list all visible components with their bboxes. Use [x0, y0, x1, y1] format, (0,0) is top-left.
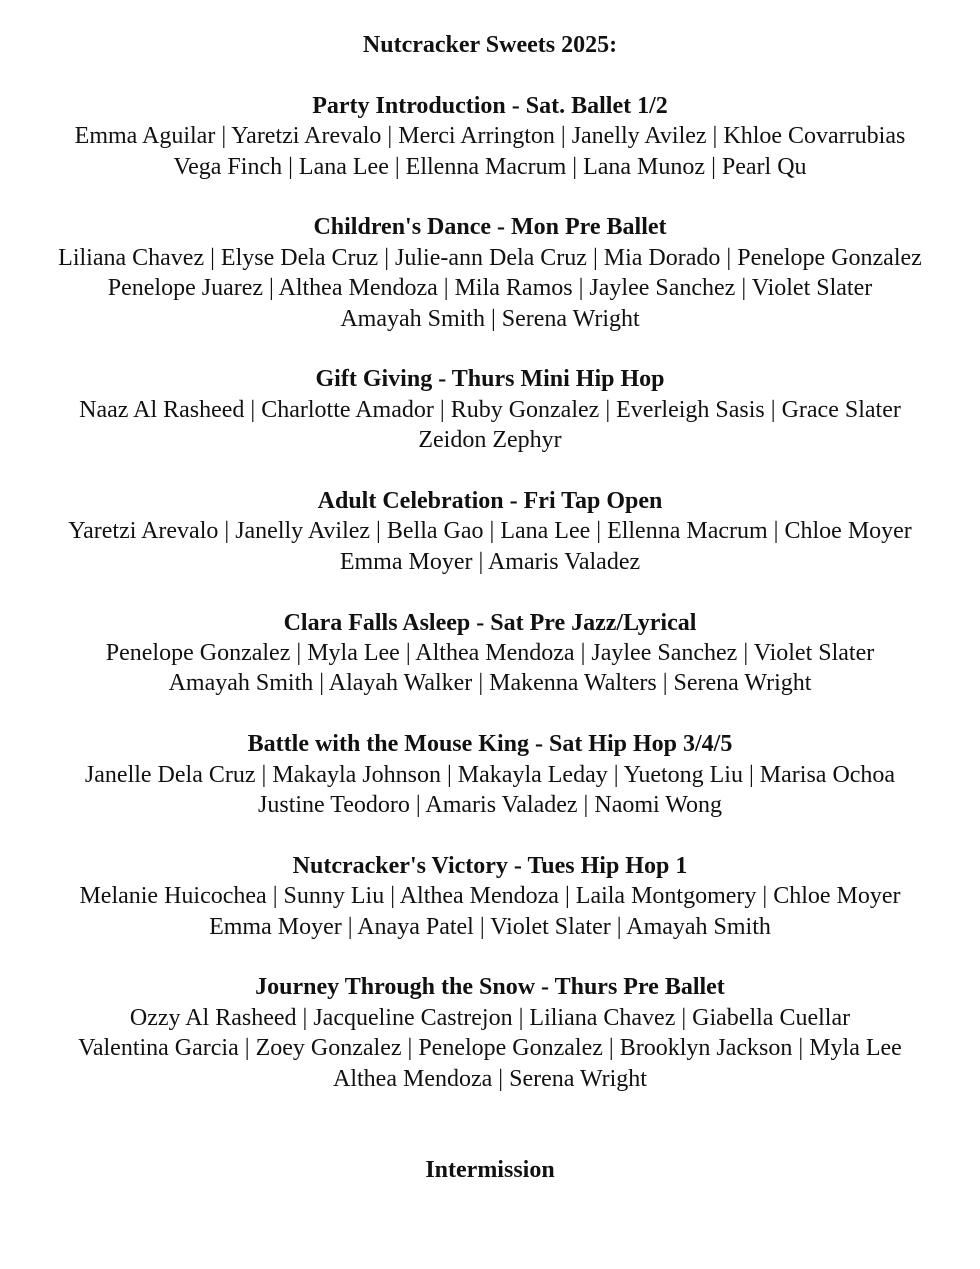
dance-section [0, 851, 980, 942]
intermission-label: Intermission [425, 1156, 555, 1183]
name-separator: | [572, 275, 590, 302]
dancer-name: Violet Slater [753, 640, 875, 667]
dance-section [0, 972, 980, 1094]
dancer-name: Melanie Huicochea [79, 883, 267, 910]
dance-sections [0, 91, 980, 1094]
dancer-name: Lana Munoz [583, 153, 706, 180]
name-separator: | [737, 640, 754, 667]
name-separator: | [266, 883, 284, 910]
dancer-name: Ozzy Al Rasheed [129, 1004, 297, 1031]
dancer-name: Zeidon Zephyr [418, 427, 562, 454]
name-separator: | [735, 275, 752, 302]
dancer-name: Jaylee Sanchez [589, 275, 736, 302]
dancer-name: Pearl Qu [721, 153, 807, 180]
dancer-name: Emma Moyer [209, 913, 342, 940]
name-separator: | [792, 1035, 810, 1062]
name-separator: | [577, 792, 595, 819]
name-separator: | [384, 883, 400, 910]
dance-section [0, 608, 980, 699]
cast-line [0, 912, 980, 942]
name-separator: | [378, 244, 396, 271]
cast-line [0, 760, 980, 790]
dance-section [0, 212, 980, 334]
dancer-name: Valentina Garcia [78, 1035, 239, 1062]
cast-line [0, 304, 980, 334]
name-separator: | [296, 1004, 314, 1031]
cast-line [0, 425, 980, 455]
name-separator: | [656, 670, 674, 697]
dancer-name: Ellenna Macrum [405, 153, 567, 180]
name-separator: | [554, 123, 572, 150]
dancer-name: Janelly Avilez [235, 518, 371, 545]
name-separator: | [381, 123, 399, 150]
dancer-name: Janelly Avilez [571, 123, 707, 150]
dancer-name: Lana Lee [500, 518, 591, 545]
dancer-name: Penelope Gonzalez [418, 1035, 603, 1062]
name-separator: | [484, 305, 502, 332]
name-separator: | [607, 761, 624, 788]
name-separator: | [290, 640, 308, 667]
dancer-name: Penelope Gonzalez [737, 244, 922, 271]
name-separator: | [558, 883, 576, 910]
dancer-name: Ellenna Macrum [607, 518, 768, 545]
name-separator: | [263, 275, 279, 302]
cast-line [0, 1003, 980, 1033]
name-separator: | [370, 518, 387, 545]
cast-line [0, 1064, 980, 1094]
spacer [0, 60, 980, 90]
dance-section [0, 729, 980, 820]
dance-section [0, 486, 980, 577]
dancer-name: Ruby Gonzalez [450, 396, 600, 423]
dancer-name: Jaylee Sanchez [591, 640, 738, 667]
dancer-name: Vega Finch [173, 153, 283, 180]
dancer-name: Althea Mendoza [333, 1065, 493, 1092]
dancer-name: Althea Mendoza [415, 640, 575, 667]
dancer-name: Emma Aguilar [74, 123, 216, 150]
dancer-name: Chloe Moyer [784, 518, 912, 545]
dancer-name: Serena Wright [501, 305, 640, 332]
dancer-name: Marisa Ochoa [759, 761, 896, 788]
dancer-name: Violet Slater [751, 275, 873, 302]
dancer-name: Liliana Chavez [58, 244, 205, 271]
dancer-name: Yuetong Liu [623, 761, 743, 788]
dancer-name: Yaretzi Arevalo [231, 123, 382, 150]
dancer-name: Charlotte Amador [261, 396, 434, 423]
dancer-name: Alayah Walker [328, 670, 473, 697]
dancer-name: Mila Ramos [454, 275, 573, 302]
name-separator: | [282, 153, 299, 180]
section-heading: Children's Dance - Mon Pre Ballet [313, 214, 667, 241]
name-separator: | [472, 670, 490, 697]
cast-line [0, 790, 980, 820]
name-separator: | [675, 1004, 693, 1031]
name-separator: | [472, 548, 488, 575]
cast-line [0, 881, 980, 911]
cast-line [0, 273, 980, 303]
name-separator: | [574, 640, 592, 667]
name-separator: | [586, 244, 604, 271]
dancer-name: Amaris Valadez [425, 792, 578, 819]
cast-line [0, 121, 980, 151]
section-heading: Gift Giving - Thurs Mini Hip Hop [315, 366, 665, 393]
dancer-name: Grace Slater [781, 396, 901, 423]
dancer-name: Lana Lee [298, 153, 389, 180]
dancer-name: Elyse Dela Cruz [220, 244, 379, 271]
name-separator: | [483, 518, 501, 545]
dancer-name: Myla Lee [809, 1035, 902, 1062]
name-separator: | [590, 518, 608, 545]
dancer-name: Bella Gao [386, 518, 484, 545]
section-heading: Clara Falls Asleep - Sat Pre Jazz/Lyrical [283, 609, 697, 636]
section-heading: Journey Through the Snow - Thurs Pre Ballet [255, 974, 725, 1001]
name-separator: | [473, 913, 491, 940]
name-separator: | [742, 761, 760, 788]
name-separator: | [341, 913, 358, 940]
name-separator: | [409, 792, 426, 819]
dance-section [0, 364, 980, 455]
name-separator: | [433, 396, 451, 423]
name-separator: | [764, 396, 782, 423]
dancer-name: Althea Mendoza [278, 275, 438, 302]
name-separator: | [313, 670, 329, 697]
cast-line [0, 152, 980, 182]
name-separator: | [492, 1065, 510, 1092]
dancer-name: Merci Arrington [398, 123, 555, 150]
dancer-name: Mia Dorado [603, 244, 721, 271]
dancer-name: Althea Mendoza [399, 883, 559, 910]
name-separator: | [401, 1035, 419, 1062]
dancer-name: Julie-ann Dela Cruz [395, 244, 587, 271]
dancer-name: Penelope Juarez [107, 275, 264, 302]
name-separator: | [255, 761, 273, 788]
dancer-name: Zoey Gonzalez [255, 1035, 402, 1062]
section-heading: Adult Celebration - Fri Tap Open [317, 488, 663, 515]
name-separator: | [720, 244, 738, 271]
cast-line [0, 668, 980, 698]
dancer-name: Yaretzi Arevalo [68, 518, 219, 545]
dancer-name: Laila Montgomery [575, 883, 757, 910]
name-separator: | [512, 1004, 530, 1031]
dancer-name: Janelle Dela Cruz [84, 761, 256, 788]
name-separator: | [215, 123, 232, 150]
program-title: Nutcracker Sweets 2025: [362, 32, 618, 58]
name-separator: | [706, 123, 724, 150]
dancer-name: Giabella Cuellar [692, 1004, 851, 1031]
dancer-name: Emma Moyer [339, 548, 473, 575]
dance-section [0, 91, 980, 182]
dancer-name: Jacqueline Castrejon [313, 1004, 513, 1031]
dancer-name: Makayla Leday [457, 761, 608, 788]
dancer-name: Anaya Patel [357, 913, 474, 940]
dancer-name: Liliana Chavez [529, 1004, 676, 1031]
dancer-name: Chloe Moyer [773, 883, 901, 910]
name-separator: | [399, 640, 416, 667]
name-separator: | [599, 396, 617, 423]
cast-line [0, 638, 980, 668]
dancer-name: Amaris Valadez [487, 548, 641, 575]
name-separator: | [388, 153, 406, 180]
dancer-name: Violet Slater [490, 913, 611, 940]
dancer-name: Amayah Smith [340, 305, 485, 332]
cast-line [0, 243, 980, 273]
dancer-name: Justine Teodoro [258, 792, 410, 819]
dancer-name: Amayah Smith [168, 670, 314, 697]
name-separator: | [204, 244, 221, 271]
name-separator: | [602, 1035, 620, 1062]
dancer-name: Naaz Al Rasheed [79, 396, 245, 423]
cast-line [0, 516, 980, 546]
dancer-name: Makayla Johnson [272, 761, 441, 788]
section-heading: Party Introduction - Sat. Ballet 1/2 [312, 92, 668, 119]
section-heading: Battle with the Mouse King - Sat Hip Hop 3/4/5 [247, 731, 733, 758]
dancer-name: Khloe Covarrubias [723, 123, 906, 150]
name-separator: | [566, 153, 584, 180]
name-separator: | [244, 396, 262, 423]
name-separator: | [238, 1035, 256, 1062]
cast-line [0, 547, 980, 577]
dancer-name: Naomi Wong [594, 792, 722, 819]
name-separator: | [756, 883, 774, 910]
dancer-name: Brooklyn Jackson [619, 1035, 793, 1062]
cast-line [0, 395, 980, 425]
dancer-name: Sunny Liu [283, 883, 385, 910]
dancer-name: Serena Wright [673, 670, 812, 697]
name-separator: | [218, 518, 236, 545]
dancer-name: Penelope Gonzalez [105, 640, 291, 667]
dancer-name: Amayah Smith [626, 913, 771, 940]
dancer-name: Serena Wright [509, 1065, 647, 1092]
section-heading: Nutcracker's Victory - Tues Hip Hop 1 [292, 852, 688, 879]
dancer-name: Everleigh Sasis [616, 396, 765, 423]
dancer-name: Myla Lee [307, 640, 400, 667]
name-separator: | [440, 761, 458, 788]
name-separator: | [767, 518, 785, 545]
name-separator: | [610, 913, 627, 940]
dancer-name: Makenna Walters [489, 670, 657, 697]
name-separator: | [705, 153, 722, 180]
cast-line [0, 1033, 980, 1063]
name-separator: | [437, 275, 455, 302]
